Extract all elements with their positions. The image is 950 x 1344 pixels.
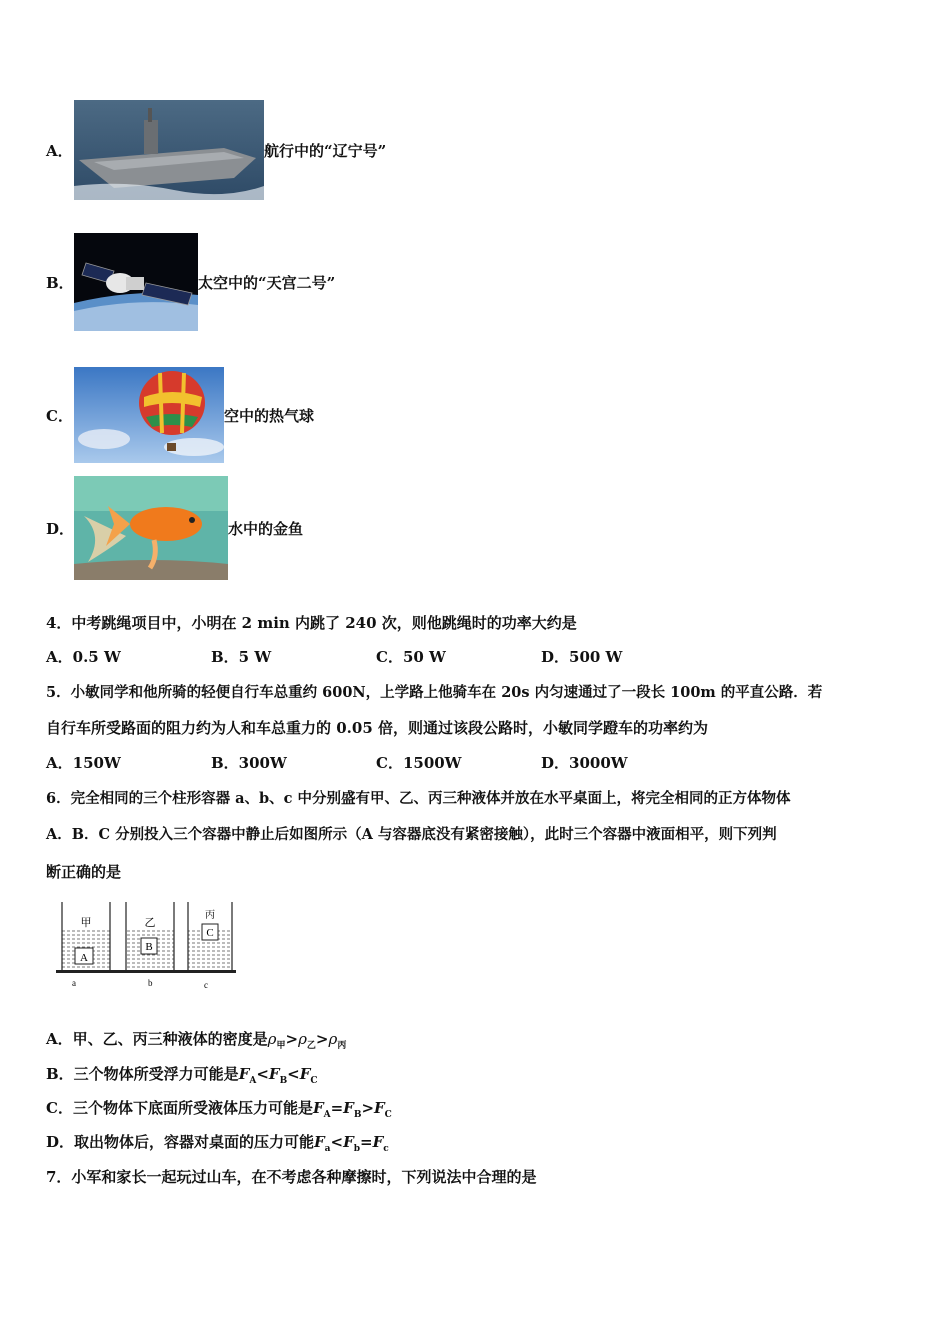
force-sub: B [279, 1076, 288, 1086]
option-letter: C． [46, 406, 73, 425]
option-letter: A． [46, 141, 73, 160]
force-sub: b [353, 1144, 361, 1154]
rho-symbol: ρ [267, 1030, 277, 1048]
rho-sub: 乙 [306, 1041, 316, 1051]
q6-option-b[interactable] [46, 1063, 318, 1086]
q6-option-c-text: C．三个物体下底面所受液体压力可能是 [46, 1099, 313, 1117]
q3-option-a[interactable] [46, 100, 386, 200]
gt-sign: > [315, 1030, 329, 1048]
q4-choices [46, 646, 706, 667]
goldfish-image [74, 476, 228, 580]
compare-sign: < [256, 1065, 269, 1083]
force-sub: c [383, 1144, 389, 1154]
container-c-label: c [204, 980, 208, 990]
q7-stem: 7．小军和家长一起玩过山车，在不考虑各种摩擦时，下列说法中合理的是 [46, 1168, 537, 1186]
q6-option-c[interactable] [46, 1097, 392, 1120]
force-symbol: F [372, 1133, 384, 1151]
compare-sign: > [361, 1099, 375, 1117]
rho-symbol: ρ [328, 1030, 338, 1048]
force-sub: B [353, 1110, 362, 1120]
hot-air-balloon-image [74, 367, 224, 463]
q6-option-a[interactable] [46, 1028, 346, 1051]
q6-option-a-text: A．甲、乙、丙三种液体的密度是 [46, 1030, 268, 1048]
rho-sub: 丙 [337, 1041, 347, 1051]
q3-option-c[interactable] [46, 367, 314, 463]
q3-option-a-caption: 航行中的“辽宁号” [264, 141, 387, 160]
q3-option-b-caption: 太空中的“天宫二号” [198, 273, 336, 292]
force-sub: C [384, 1110, 392, 1120]
liquid-bing-label: 丙 [205, 910, 215, 921]
block-c-label: C [206, 927, 214, 939]
q4-choice-a[interactable]: A．0.5 W [46, 648, 121, 666]
force-sub: C [310, 1076, 318, 1086]
option-letter: B． [46, 273, 74, 292]
gt-sign: > [285, 1030, 299, 1048]
liquid-yi-label: 乙 [144, 916, 156, 929]
compare-sign: = [330, 1099, 344, 1117]
q6-stem-line2: A．B．C 分别投入三个容器中静止后如图所示（A 与容器底没有紧密接触），此时三个容器中液面相平，则下列判 [46, 826, 777, 843]
force-symbol: F [312, 1099, 324, 1117]
q6-option-b-text: B．三个物体所受浮力可能是 [46, 1065, 239, 1083]
q4-choice-c[interactable]: C．50 W [376, 648, 446, 666]
compare-sign: < [330, 1133, 344, 1151]
q4-choice-b[interactable]: B．5 W [211, 648, 272, 666]
q6-option-d-text: D．取出物体后，容器对桌面的压力可能 [46, 1133, 315, 1151]
q5-stem-line2: 自行车所受路面的阻力约为人和车总重力的 0.05 倍，则通过该段公路时，小敏同学蹬车的功率约为 [46, 719, 708, 737]
q6-stem-line3: 断正确的是 [46, 863, 122, 881]
q3-option-b[interactable] [46, 233, 335, 331]
q5-choices [46, 752, 706, 773]
block-b-label: B [145, 941, 153, 953]
table-surface [56, 970, 236, 973]
containers-diagram [52, 898, 238, 992]
force-sub: a [324, 1144, 331, 1154]
compare-sign: < [287, 1065, 300, 1083]
block-a-label: A [80, 952, 88, 964]
force-symbol: F [238, 1065, 250, 1083]
q3-option-c-caption: 空中的热气球 [224, 406, 315, 425]
force-symbol: F [343, 1099, 354, 1117]
q5-choice-b[interactable]: B．300W [211, 754, 287, 772]
force-symbol: F [299, 1065, 311, 1083]
aircraft-carrier-image [74, 100, 264, 200]
q5-choice-c[interactable]: C．1500W [376, 754, 462, 772]
force-symbol: F [314, 1133, 325, 1151]
q6-stem-line1: 6．完全相同的三个柱形容器 a、b、c 中分别盛有甲、乙、丙三种液体并放在水平桌面上，将完全相同的正方体物体 [46, 790, 791, 807]
q4-stem: 4．中考跳绳项目中，小明在 2 min 内跳了 240 次，则他跳绳时的功率大约是 [46, 614, 577, 632]
container-b-label: b [148, 978, 153, 988]
force-sub: A [323, 1110, 331, 1120]
container-a-label: a [72, 978, 76, 988]
force-symbol: F [268, 1065, 280, 1083]
q6-option-d[interactable] [46, 1131, 389, 1154]
rho-symbol: ρ [298, 1030, 307, 1048]
q5-choice-a[interactable]: A．150W [46, 754, 121, 772]
q5-choice-d[interactable]: D．3000W [541, 754, 628, 772]
liquid-jia-label: 甲 [80, 916, 92, 929]
q4-choice-d[interactable]: D．500 W [541, 648, 623, 666]
compare-sign: = [360, 1133, 373, 1151]
force-symbol: F [343, 1133, 354, 1151]
q3-option-d[interactable] [46, 476, 303, 580]
rho-sub: 甲 [276, 1041, 286, 1051]
q5-stem-line1: 5．小敏同学和他所骑的轻便自行车总重约 600N，上学路上他骑车在 20s 内匀速通过了一段长 100m 的平直公路．若 [46, 684, 823, 701]
q3-option-d-caption: 水中的金鱼 [228, 519, 304, 538]
space-station-image [74, 233, 198, 331]
force-sub: A [249, 1076, 257, 1086]
option-letter: D． [46, 519, 75, 538]
force-symbol: F [374, 1099, 385, 1117]
